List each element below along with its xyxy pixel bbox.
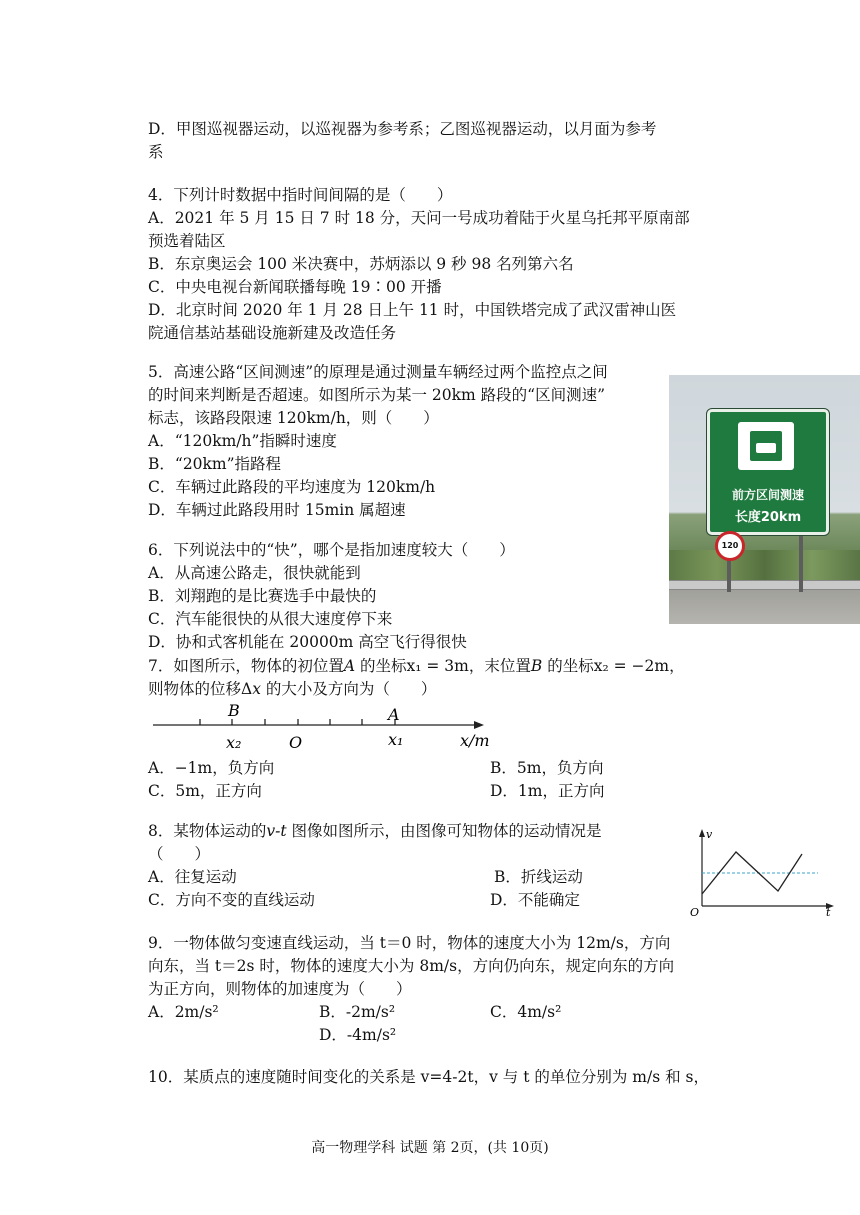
guard-rail [669,580,860,590]
q5-stem-3: 标志，该路段限速 120km/h，则（ ） [148,409,439,427]
q7-option-a: A．−1m，负方向 [148,759,275,777]
q6-option-c: C．汽车能很快的从很大速度停下来 [148,610,393,628]
sign-text-2: 长度20km [734,510,802,525]
q8-stem-2: （ ） [148,845,211,863]
q5-option-b: B．“20km”指路程 [148,455,282,473]
label-x2: x₂ [226,733,242,752]
q4-option-d-cont: 院通信基站基础设施新建及改造任务 [148,324,397,342]
q8-option-a: A．往复运动 [148,868,237,886]
q5-option-c: C．车辆过此路段的平均速度为 120km/h [148,478,436,496]
q8-stem: 8．某物体运动的v-t 图像如图所示，由图像可知物体的运动情况是 [148,822,602,840]
q9-option-b: B．-2m/s² [319,1003,396,1021]
q10-stem: 10．某质点的速度随时间变化的关系是 v=4-2t，v 与 t 的单位分别为 m/s 和 s， [148,1068,709,1086]
q3-option-d-cont: 系 [148,143,164,161]
q6-option-d: D．协和式客机能在 20000m 高空飞行得很快 [148,633,467,651]
q5-stem-2: 的时间来判断是否超速。如图所示为某一 20km 路段的“区间测速” [148,386,606,404]
q9-stem-2: 向东，当 t＝2s 时，物体的速度大小为 8m/s，方向仍向东，规定向东的方向 [148,957,675,975]
q5-option-a: A．“120km/h”指瞬时速度 [148,432,337,450]
sign-pole-right [799,532,803,592]
q4-option-a-cont: 预选着陆区 [148,232,226,250]
label-B: B [228,701,240,720]
number-line-figure [148,698,508,756]
vt-label-t: t [826,906,831,918]
q4-option-c: C．中央电视台新闻联播每晚 19∶00 开播 [148,278,442,296]
label-O: O [289,733,303,752]
q7-stem-2: 则物体的位移Δx 的大小及方向为（ ） [148,680,437,698]
camera-icon [738,422,794,470]
q9-stem-3: 为正方向，则物体的加速度为（ ） [148,980,412,998]
q5-option-d: D．车辆过此路段用时 15min 属超速 [148,501,406,519]
trees [669,550,860,582]
speed-limit-sign: 120 [715,531,745,561]
q6-option-a: A．从高速公路走，很快就能到 [148,564,361,582]
vt-label-v: v [706,828,713,841]
q7-option-c: C．5m，正方向 [148,782,262,800]
page-footer: 高一物理学科 试题 第 2页，(共 10页) [311,1140,549,1156]
speed-camera-sign-photo [669,375,860,624]
label-x1: x₁ [388,730,404,749]
q5-stem: 5．高速公路“区间测速”的原理是通过测量车辆经过两个监控点之间 [148,363,608,381]
q7-option-d: D．1m，正方向 [490,782,605,800]
q6-option-b: B．刘翔跑的是比赛选手中最快的 [148,587,377,605]
q8-option-d: D．不能确定 [490,891,580,909]
q6-stem: 6．下列说法中的“快”，哪个是指加速度较大（ ） [148,541,515,559]
vt-graph-figure [688,826,838,918]
vt-label-O: O [690,906,700,918]
label-xm: x/m [460,731,490,750]
q4-option-d: D．北京时间 2020 年 1 月 28 日上午 11 时，中国铁塔完成了武汉雷神山医 [148,301,677,319]
q9-stem: 9．一物体做匀变速直线运动，当 t＝0 时，物体的速度大小为 12m/s，方向 [148,934,671,952]
label-A: A [388,705,400,724]
q4-option-b: B．东京奥运会 100 米决赛中，苏炳添以 9 秒 98 名列第六名 [148,255,574,273]
q9-option-d: D．-4m/s² [319,1026,397,1044]
q9-option-a: A．2m/s² [148,1003,219,1021]
q7-option-b: B．5m，负方向 [490,759,604,777]
q7-stem: 7．如图所示，物体的初位置A 的坐标x₁ = 3m，末位置B 的坐标x₂ = −2m， [148,657,685,675]
q4-option-a: A．2021 年 5 月 15 日 7 时 18 分，天问一号成功着陆于火星乌托邦平原南部 [148,209,690,227]
q8-option-c: C．方向不变的直线运动 [148,891,315,909]
q3-option-d: D．甲图巡视器运动，以巡视器为参考系；乙图巡视器运动，以月面为参考 [148,120,657,138]
interval-speed-sign [707,409,829,535]
q8-option-b: B．折线运动 [494,868,583,886]
sign-text-1: 前方区间测速 [731,488,804,502]
q4-stem: 4．下列计时数据中指时间间隔的是（ ） [148,186,453,204]
q9-option-c: C．4m/s² [490,1003,562,1021]
